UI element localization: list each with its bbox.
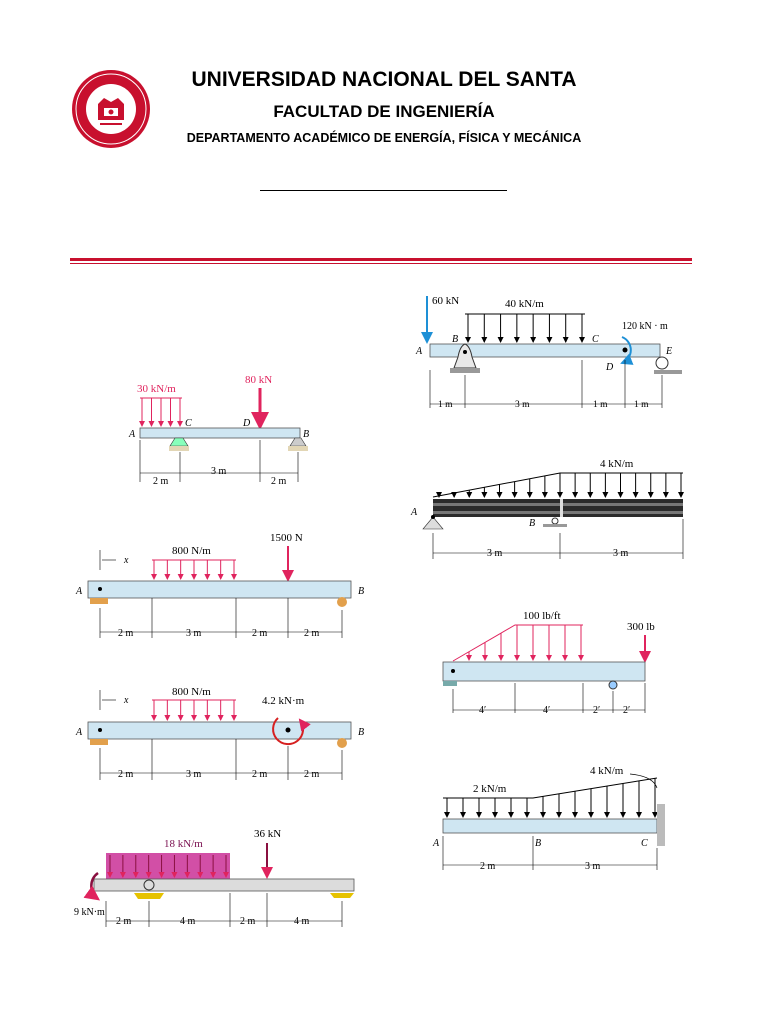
svg-text:2 m: 2 m [304,628,320,639]
svg-text:3 m: 3 m [211,466,227,477]
svg-text:2 m: 2 m [480,861,496,872]
beam-figure-5 [435,605,660,715]
svg-text:4′: 4′ [479,705,487,716]
svg-text:30 kN/m: 30 kN/m [137,383,176,395]
svg-text:3 m: 3 m [585,861,601,872]
svg-text:2′: 2′ [593,705,601,716]
blank-underline [260,190,507,191]
svg-text:E: E [666,346,673,357]
svg-text:D: D [243,418,251,429]
svg-text:C: C [641,838,648,849]
svg-text:1 m: 1 m [634,400,649,410]
svg-text:2 m: 2 m [153,476,169,487]
svg-text:C: C [185,418,192,429]
svg-text:4 kN/m: 4 kN/m [600,458,634,470]
svg-text:1500 N: 1500 N [270,532,303,544]
svg-text:3 m: 3 m [487,548,503,559]
beam-figure-4 [72,530,372,645]
svg-text:A: A [433,838,440,849]
svg-text:2 m: 2 m [240,916,256,927]
svg-text:2 kN/m: 2 kN/m [473,783,507,795]
svg-text:2 m: 2 m [118,628,134,639]
load-label: 60 kN [432,295,460,307]
svg-text:A: A [129,429,136,440]
svg-text:18 kN/m: 18 kN/m [164,838,203,850]
svg-text:800 N/m: 800 N/m [172,686,211,698]
svg-text:B: B [358,586,365,597]
svg-text:B: B [358,727,365,738]
svg-text:4 m: 4 m [294,916,310,927]
faculty-title: FACULTAD DE INGENIERÍA [273,102,495,121]
svg-text:3 m: 3 m [613,548,629,559]
beam-figure-2 [125,370,325,490]
header-rule [70,258,692,261]
svg-text:80 kN: 80 kN [245,374,273,386]
svg-text:2 m: 2 m [252,769,268,780]
svg-text:2 m: 2 m [304,769,320,780]
svg-text:A: A [411,507,418,518]
beam-figure-3 [405,455,690,565]
header-rule-thin [70,263,692,264]
svg-text:4′: 4′ [543,705,551,716]
svg-text:3 m: 3 m [186,769,202,780]
svg-text:3 m: 3 m [515,400,530,410]
svg-text:2 m: 2 m [118,769,134,780]
beam-figure-7 [425,760,670,875]
svg-text:2 m: 2 m [252,628,268,639]
svg-text:D: D [606,362,614,373]
svg-text:36 kN: 36 kN [254,828,282,840]
svg-text:4.2 kN·m: 4.2 kN·m [262,695,305,707]
load-label: 40 kN/m [505,298,544,310]
beam-figure-6 [72,680,372,785]
svg-text:B: B [535,838,542,849]
department-title: DEPARTAMENTO ACADÉMICO DE ENERGÍA, FÍSICA Y MECÁNICA [186,131,582,145]
svg-text:x: x [124,555,129,566]
beam-figure-1 [410,290,690,415]
svg-text:100 lb/ft: 100 lb/ft [523,610,561,622]
beam-figure-8 [72,825,372,935]
svg-text:B: B [529,518,536,529]
svg-text:800 N/m: 800 N/m [172,545,211,557]
svg-text:A: A [76,727,83,738]
svg-text:B: B [303,429,310,440]
university-title: UNIVERSIDAD NACIONAL DEL SANTA [191,68,577,91]
svg-text:9 kN·m: 9 kN·m [74,907,105,918]
svg-text:4 kN/m: 4 kN/m [590,765,624,777]
svg-text:1 m: 1 m [593,400,608,410]
svg-text:2 m: 2 m [116,916,132,927]
moment-label: 120 kN · m [622,321,668,332]
svg-text:x: x [124,695,129,706]
svg-text:A: A [416,346,423,357]
svg-text:4 m: 4 m [180,916,196,927]
svg-text:1 m: 1 m [438,400,453,410]
svg-text:300 lb: 300 lb [627,621,655,633]
svg-text:C: C [592,334,599,345]
svg-text:2 m: 2 m [271,476,287,487]
svg-text:B: B [452,334,459,345]
svg-text:2′: 2′ [623,705,631,716]
svg-text:A: A [76,586,83,597]
svg-text:3 m: 3 m [186,628,202,639]
